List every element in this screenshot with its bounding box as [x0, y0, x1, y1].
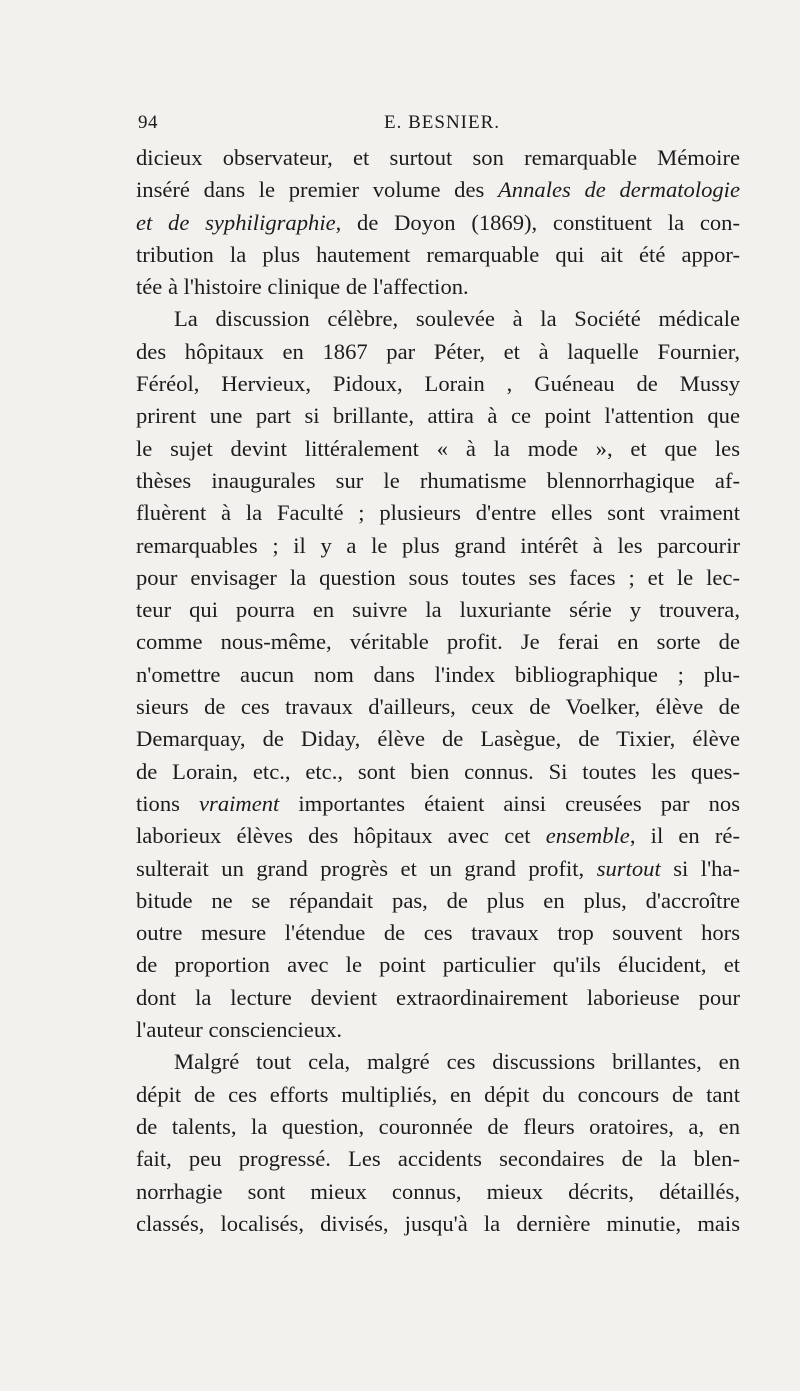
text-line [136, 271, 740, 303]
text-line [136, 982, 740, 1014]
page-number: 94 [138, 112, 158, 133]
italic-text: ensemble [545, 823, 630, 849]
text-line [136, 917, 740, 949]
text-line [136, 303, 740, 335]
text-run: inséré dans le premier volume des [136, 177, 498, 203]
text-line [136, 142, 740, 174]
text-line [136, 594, 740, 626]
page-header [136, 112, 740, 142]
text-run: comme nous-même, véritable profit. Je ferai en sorte de [136, 629, 740, 655]
text-run: de proportion avec le point particulier qu'ils élucident, et [136, 952, 740, 978]
text-run: des hôpitaux en 1867 par Péter, et à laquelle Fournier, [136, 338, 740, 364]
text-line [136, 949, 740, 981]
running-head: E. BESNIER. [384, 112, 501, 133]
text-line [136, 562, 740, 594]
text-line [136, 1046, 740, 1078]
text-line [136, 1208, 740, 1240]
text-line [136, 433, 740, 465]
text-run: dont la lecture devient extraordinairement laborieuse pour [136, 984, 740, 1010]
text-line [136, 659, 740, 691]
text-line [136, 723, 740, 755]
text-line [136, 691, 740, 723]
text-run: tions [136, 790, 200, 816]
text-run: tée à l'histoire clinique de l'affection. [136, 274, 469, 300]
text-run: fait, peu progressé. Les accidents secondaires de la blen- [136, 1146, 740, 1172]
text-line [136, 626, 740, 658]
text-run: de talents, la question, couronnée de fleurs oratoires, a, en [136, 1113, 740, 1139]
text-run: importantes étaient ainsi creusées par nos [279, 790, 741, 816]
body-text [136, 142, 740, 1240]
italic-text: et de syphiligraphie [136, 209, 336, 235]
text-line [136, 368, 740, 400]
italic-text: surtout [596, 855, 661, 881]
text-run: l'auteur consciencieux. [136, 1017, 343, 1043]
text-run: La discussion célèbre, soulevée à la Société médicale [174, 306, 740, 332]
text-line [136, 1111, 740, 1143]
text-line [136, 885, 740, 917]
text-run: remarquables ; il y a le plus grand intérêt à les parcourir [136, 532, 740, 558]
text-line [136, 1014, 740, 1046]
text-line [136, 336, 740, 368]
text-run: , de Doyon (1869), constituent la con- [335, 209, 740, 235]
text-line [136, 820, 740, 852]
text-run: Malgré tout cela, malgré ces discussions brillantes, en [174, 1049, 740, 1075]
text-line [136, 174, 740, 206]
text-line [136, 239, 740, 271]
text-run: , il en ré- [629, 823, 740, 849]
text-run: teur qui pourra en suivre la luxuriante série y trouvera, [136, 597, 740, 623]
text-run: dépit de ces efforts multipliés, en dépit du concours de tant [136, 1081, 740, 1107]
text-line [136, 1176, 740, 1208]
text-run: n'omettre aucun nom dans l'index bibliographique ; plu- [136, 661, 740, 687]
text-line [136, 497, 740, 529]
text-run: bitude ne se répandait pas, de plus en plus, d'accroître [136, 887, 740, 913]
text-line [136, 400, 740, 432]
text-line [136, 853, 740, 885]
text-run: le sujet devint littéralement « à la mode », et que les [136, 435, 740, 461]
text-line [136, 1143, 740, 1175]
text-run: norrhagie sont mieux connus, mieux décrits, détaillés, [136, 1178, 740, 1204]
text-run: pour envisager la question sous toutes ses faces ; et le lec- [136, 564, 740, 590]
text-run: de Lorain, etc., etc., sont bien connus. Si toutes les ques- [136, 758, 740, 784]
text-run: prirent une part si brillante, attira à ce point l'attention que [136, 403, 740, 429]
text-line [136, 207, 740, 239]
text-run: fluèrent à la Faculté ; plusieurs d'entre elles sont vraiment [136, 500, 740, 526]
text-run: Féréol, Hervieux, Pidoux, Lorain , Guéneau de Mussy [136, 371, 740, 397]
text-run: classés, localisés, divisés, jusqu'à la dernière minutie, mais [136, 1210, 740, 1236]
text-run: outre mesure l'étendue de ces travaux trop souvent hors [136, 920, 740, 946]
text-run: dicieux observateur, et surtout son remarquable Mémoire [136, 145, 740, 170]
text-line [136, 530, 740, 562]
text-run: sieurs de ces travaux d'ailleurs, ceux de Voelker, élève de [136, 694, 740, 720]
text-run: si l'ha- [660, 855, 740, 881]
book-page [136, 112, 740, 1240]
text-run: laborieux élèves des hôpitaux avec cet [136, 823, 546, 849]
text-line [136, 465, 740, 497]
text-line [136, 756, 740, 788]
text-run: thèses inaugurales sur le rhumatisme blennorrhagique af- [136, 467, 740, 493]
text-run: sulterait un grand progrès et un grand profit, [136, 855, 597, 881]
text-run: Demarquay, de Diday, élève de Lasègue, de Tixier, élève [136, 726, 740, 752]
text-line [136, 788, 740, 820]
italic-text: Annales de dermatologie [498, 177, 740, 203]
text-run: tribution la plus hautement remarquable qui ait été appor- [136, 241, 740, 267]
text-line [136, 1079, 740, 1111]
italic-text: vraiment [199, 790, 280, 816]
